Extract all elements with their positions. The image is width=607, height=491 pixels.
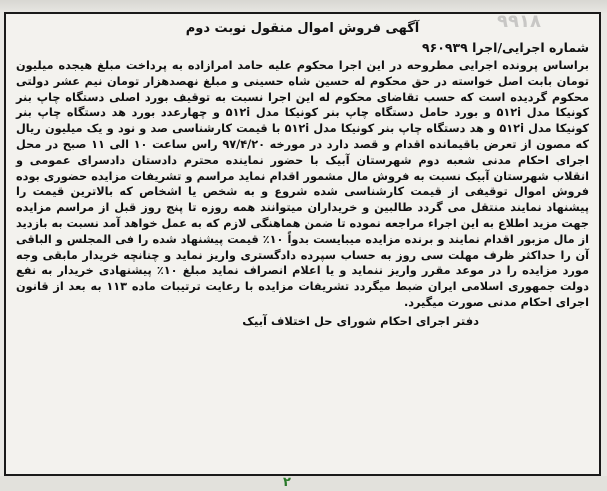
- notice-title: آگهی فروش اموال منقول نوبت دوم: [185, 21, 420, 36]
- auction-notice: [4, 12, 601, 476]
- scan-bottom-edge: [0, 476, 607, 491]
- issuer-signature: دفتر اجرای احکام شورای حل اختلاف آبیک: [242, 313, 479, 328]
- notice-body: براساس پرونده اجرایی مطروحه در این اجرا محکوم علیه حامد امرازاده به پرداخت مبلغ هیجده میلیون تومان بابت اصل خواسته در حق محکوم له حسین شاه حسینی و مبلغ نهصدهزار تومان نیم عشر دولتی محکوم گردیده است که حسب تقاضای محکوم له این اجرا نسبت به توقیف بورد اصلی دستگاه چاپ بنر کونیکا مدل ۵۱۲i و بورد حامل دستگاه چاپ بنر کونیکا مدل ۵۱۲i و چهارعدد بورد هد دستگاه چاپ بنر کونیکا مدل ۵۱۲i و هد دستگاه چاپ بنر کونیکا مدل ۵۱۲i با قیمت کارشناسی صد و نود و یک میلیون ریال که مصون از تعرض باقیمانده اقدام و قصد دارد در مورخه ۹۷/۴/۲۰ راس ساعت ۱۰ الی ۱۱ صبح در محل اجرای احکام مدنی شعبه دوم شهرستان آبیک با حضور نماینده محترم دادستان دادسرای عمومی و انقلاب شهرستان آبیک نسبت به فروش مال مشمور اقدام نماید مراسم و تشریفات مزایده حضوری بوده فروش اموال توقیفی از قیمت کارشناسی شده شروع و به شخص یا اشخاص که بالاترین قیمت را پیشنهاد نمایند منتقل می گردد طالبین و خریداران میتوانند همه روزه تا پنج روز قبل از مراسم مزایده جهت مزید اطلاع به این اجراء مراجعه نموده تا ضمن هماهنگی لازم که به عمل خواهد آمد نسبت به بازدید از مال مزبور اقدام نمایند و برنده مزایده میبایست بدواً ۱۰٪ قیمت پیشنهاد شده را فی المجلس و الباقی آن را حداکثر ظرف مهلت سی روز به حساب سپرده دادگستری واریز نماید و چنانچه خریدار مابقی وجه مورد مزایده را در موعد مقرر واریز ننماید و یا اعلام انصراف نماید مبلغ ۱۰٪ پیشنهادی خریدار به نفع دولت جمهوری اسلامی ایران ضبط میگردد تشریفات مزایده با رعایت ترتیبات ماده ۱۱۳ به بعد از قانون اجرای احکام مدنی صورت میگیرد.: [16, 59, 589, 309]
- watermark-number: ۹۹۱۸: [497, 11, 541, 32]
- execution-file-number: شماره اجرایی/اجرا ۹۶۰۹۳۹: [421, 40, 589, 55]
- page-mark: ۲: [283, 475, 291, 490]
